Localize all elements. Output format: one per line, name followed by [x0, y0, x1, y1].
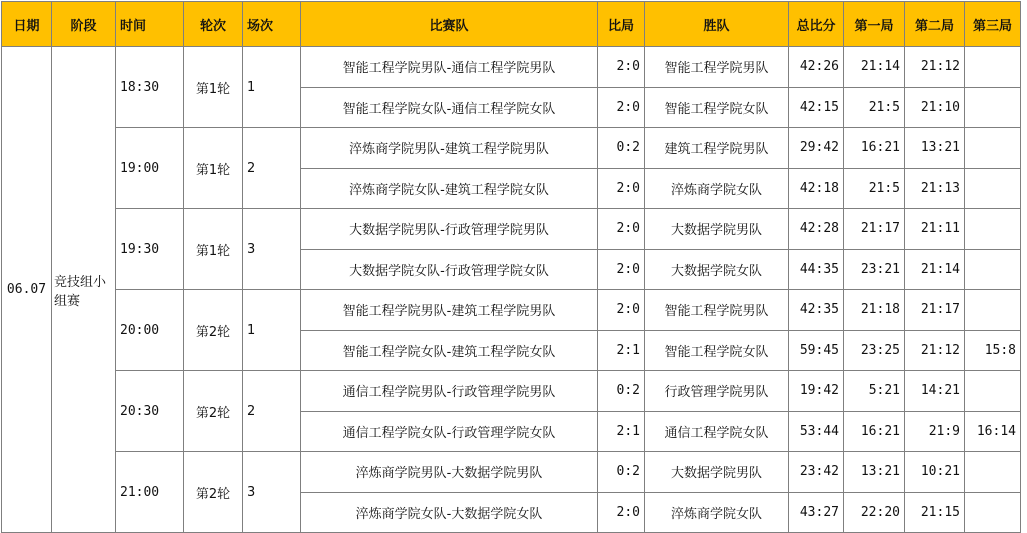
match-no-cell: 1 [243, 47, 301, 128]
match-no-cell: 1 [243, 290, 301, 371]
total-cell: 42:18 [789, 168, 844, 209]
score-cell: 0:2 [598, 128, 645, 169]
game3-cell [965, 47, 1021, 88]
total-cell: 42:26 [789, 47, 844, 88]
teams-cell: 淬炼商学院男队-建筑工程学院男队 [301, 128, 598, 169]
header-date: 日期 [2, 2, 52, 47]
score-cell: 2:0 [598, 492, 645, 533]
score-cell: 0:2 [598, 452, 645, 493]
score-cell: 2:0 [598, 290, 645, 331]
game3-cell [965, 290, 1021, 331]
schedule-table [1, 1, 1021, 533]
winner-cell: 行政管理学院男队 [645, 371, 789, 412]
header-match-no: 场次 [243, 2, 301, 47]
time-cell: 20:30 [116, 371, 184, 452]
header-stage: 阶段 [52, 2, 116, 47]
teams-cell: 智能工程学院女队-建筑工程学院女队 [301, 330, 598, 371]
total-cell: 53:44 [789, 411, 844, 452]
winner-cell: 智能工程学院男队 [645, 290, 789, 331]
game1-cell: 22:20 [844, 492, 905, 533]
game2-cell: 21:15 [905, 492, 965, 533]
table-row [2, 290, 1021, 331]
time-cell: 19:30 [116, 209, 184, 290]
header-winner: 胜队 [645, 2, 789, 47]
table-row [2, 452, 1021, 493]
table-row [2, 128, 1021, 169]
game1-cell: 21:5 [844, 87, 905, 128]
game1-cell: 16:21 [844, 128, 905, 169]
game2-cell: 21:11 [905, 209, 965, 250]
match-no-cell: 3 [243, 452, 301, 533]
winner-cell: 淬炼商学院女队 [645, 168, 789, 209]
date-cell: 06.07 [2, 47, 52, 533]
header-row [2, 2, 1021, 47]
round-cell: 第1轮 [184, 47, 243, 128]
match-no-cell: 3 [243, 209, 301, 290]
game1-cell: 21:17 [844, 209, 905, 250]
game3-cell [965, 168, 1021, 209]
header-total: 总比分 [789, 2, 844, 47]
table-row [2, 209, 1021, 250]
match-no-cell: 2 [243, 371, 301, 452]
total-cell: 23:42 [789, 452, 844, 493]
game1-cell: 13:21 [844, 452, 905, 493]
game1-cell: 23:25 [844, 330, 905, 371]
total-cell: 43:27 [789, 492, 844, 533]
game2-cell: 21:12 [905, 330, 965, 371]
game2-cell: 10:21 [905, 452, 965, 493]
teams-cell: 大数据学院女队-行政管理学院女队 [301, 249, 598, 290]
total-cell: 42:35 [789, 290, 844, 331]
score-cell: 2:0 [598, 168, 645, 209]
score-cell: 0:2 [598, 371, 645, 412]
teams-cell: 淬炼商学院女队-建筑工程学院女队 [301, 168, 598, 209]
schedule-body [2, 47, 1021, 533]
game3-cell: 15:8 [965, 330, 1021, 371]
game3-cell [965, 371, 1021, 412]
game1-cell: 21:18 [844, 290, 905, 331]
header-score: 比局 [598, 2, 645, 47]
header-round: 轮次 [184, 2, 243, 47]
teams-cell: 智能工程学院男队-建筑工程学院男队 [301, 290, 598, 331]
score-cell: 2:1 [598, 330, 645, 371]
winner-cell: 淬炼商学院女队 [645, 492, 789, 533]
time-cell: 20:00 [116, 290, 184, 371]
game3-cell [965, 452, 1021, 493]
winner-cell: 智能工程学院男队 [645, 47, 789, 88]
time-cell: 18:30 [116, 47, 184, 128]
header-game1: 第一局 [844, 2, 905, 47]
teams-cell: 淬炼商学院男队-大数据学院男队 [301, 452, 598, 493]
total-cell: 19:42 [789, 371, 844, 412]
header-teams: 比赛队 [301, 2, 598, 47]
header-time: 时间 [116, 2, 184, 47]
total-cell: 59:45 [789, 330, 844, 371]
score-cell: 2:1 [598, 411, 645, 452]
game3-cell [965, 492, 1021, 533]
score-cell: 2:0 [598, 47, 645, 88]
game1-cell: 5:21 [844, 371, 905, 412]
winner-cell: 大数据学院男队 [645, 209, 789, 250]
game2-cell: 21:9 [905, 411, 965, 452]
teams-cell: 通信工程学院男队-行政管理学院男队 [301, 371, 598, 412]
total-cell: 44:35 [789, 249, 844, 290]
game1-cell: 21:5 [844, 168, 905, 209]
teams-cell: 智能工程学院男队-通信工程学院男队 [301, 47, 598, 88]
game3-cell [965, 128, 1021, 169]
game2-cell: 14:21 [905, 371, 965, 412]
game2-cell: 21:10 [905, 87, 965, 128]
table-row [2, 47, 1021, 88]
total-cell: 42:28 [789, 209, 844, 250]
game2-cell: 21:12 [905, 47, 965, 88]
score-cell: 2:0 [598, 249, 645, 290]
score-cell: 2:0 [598, 87, 645, 128]
round-cell: 第1轮 [184, 128, 243, 209]
teams-cell: 大数据学院男队-行政管理学院男队 [301, 209, 598, 250]
header-game2: 第二局 [905, 2, 965, 47]
game3-cell [965, 87, 1021, 128]
total-cell: 42:15 [789, 87, 844, 128]
total-cell: 29:42 [789, 128, 844, 169]
game2-cell: 21:14 [905, 249, 965, 290]
winner-cell: 智能工程学院女队 [645, 330, 789, 371]
round-cell: 第2轮 [184, 290, 243, 371]
teams-cell: 智能工程学院女队-通信工程学院女队 [301, 87, 598, 128]
winner-cell: 大数据学院男队 [645, 452, 789, 493]
game1-cell: 23:21 [844, 249, 905, 290]
round-cell: 第1轮 [184, 209, 243, 290]
time-cell: 21:00 [116, 452, 184, 533]
score-cell: 2:0 [598, 209, 645, 250]
game2-cell: 13:21 [905, 128, 965, 169]
game1-cell: 21:14 [844, 47, 905, 88]
match-no-cell: 2 [243, 128, 301, 209]
header-game3: 第三局 [965, 2, 1021, 47]
winner-cell: 大数据学院女队 [645, 249, 789, 290]
game2-cell: 21:13 [905, 168, 965, 209]
game1-cell: 16:21 [844, 411, 905, 452]
round-cell: 第2轮 [184, 371, 243, 452]
winner-cell: 智能工程学院女队 [645, 87, 789, 128]
game2-cell: 21:17 [905, 290, 965, 331]
game3-cell [965, 249, 1021, 290]
game3-cell: 16:14 [965, 411, 1021, 452]
winner-cell: 建筑工程学院男队 [645, 128, 789, 169]
time-cell: 19:00 [116, 128, 184, 209]
teams-cell: 淬炼商学院女队-大数据学院女队 [301, 492, 598, 533]
teams-cell: 通信工程学院女队-行政管理学院女队 [301, 411, 598, 452]
winner-cell: 通信工程学院女队 [645, 411, 789, 452]
stage-cell: 竞技组小组赛 [52, 47, 116, 533]
round-cell: 第2轮 [184, 452, 243, 533]
game3-cell [965, 209, 1021, 250]
table-row [2, 371, 1021, 412]
